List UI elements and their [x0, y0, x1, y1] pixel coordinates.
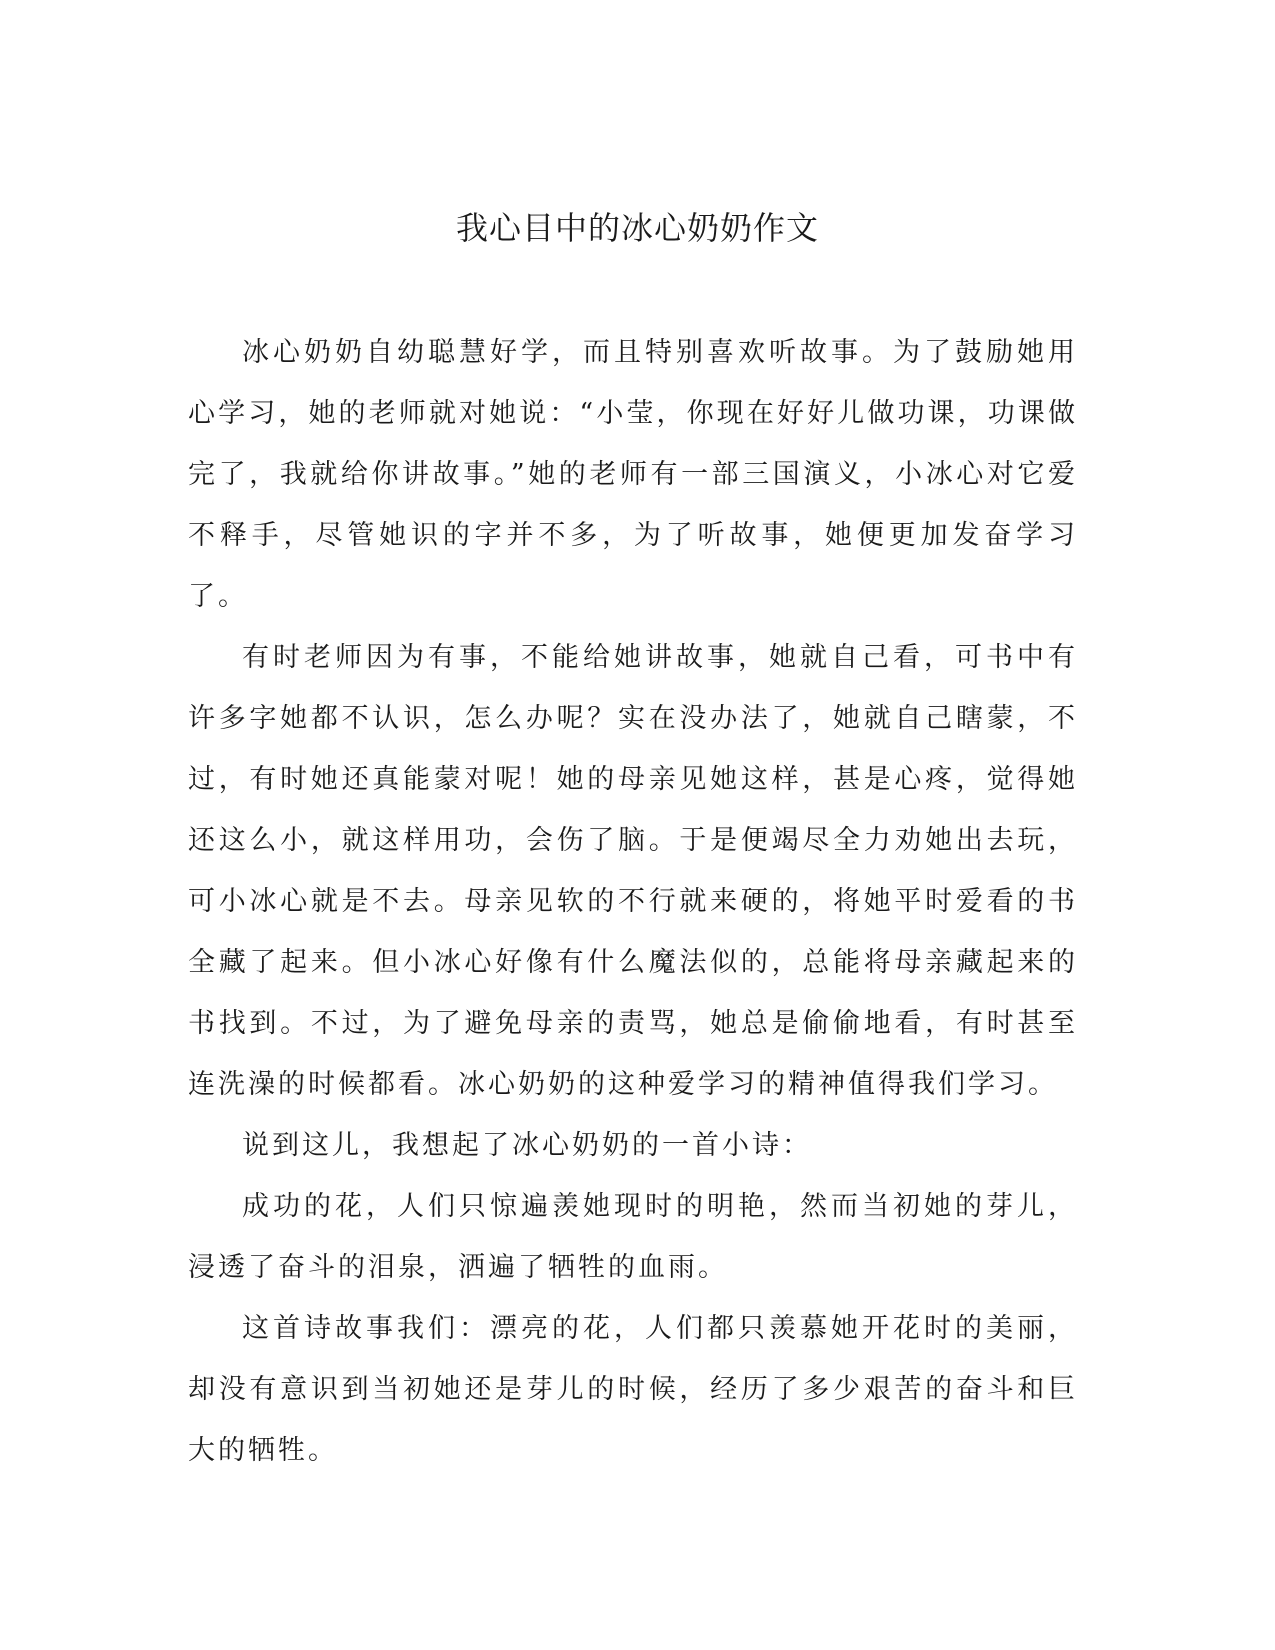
paragraph: 有时老师因为有事，不能给她讲故事，她就自己看，可书中有许多字她都不认识，怎么办呢？实在没办法了，她就自己瞎蒙，不过，有时她还真能蒙对呢！她的母亲见她这样，甚是心疼，觉得她还这么小，就这样用功，会伤了脑。于是便竭尽全力劝她出去玩，可小冰心就是不去。母亲见软的不行就来硬的，将她平时爱看的书全藏了起来。但小冰心好像有什么魔法似的，总能将母亲藏起来的书找到。不过，为了避免母亲的责骂，她总是偷偷地看，有时甚至连洗澡的时候都看。冰心奶奶的这种爱学习的精神值得我们学习。: [188, 642, 1078, 1100]
paragraph: 冰心奶奶自幼聪慧好学，而且特别喜欢听故事。为了鼓励她用心学习，她的老师就对她说：“小莹，你现在好好儿做功课，功课做完了，我就给你讲故事。”她的老师有一部三国演义，小冰心对它爱不释手，尽管她识的字并不多，为了听故事，她便更加发奋学习了。: [188, 337, 1078, 612]
document-body: [188, 322, 1078, 1481]
document-title: 我心目中的冰心奶奶作文: [455, 209, 819, 247]
paragraph: 成功的花，人们只惊遍羡她现时的明艳，然而当初她的芽儿，浸透了奋斗的泪泉，洒遍了牺牲的血雨。: [188, 1191, 1078, 1283]
paragraph: 这首诗故事我们：漂亮的花，人们都只羡慕她开花时的美丽，却没有意识到当初她还是芽儿的时候，经历了多少艰苦的奋斗和巨大的牺牲。: [188, 1313, 1078, 1466]
paragraph: 说到这儿，我想起了冰心奶奶的一首小诗：: [242, 1130, 812, 1161]
